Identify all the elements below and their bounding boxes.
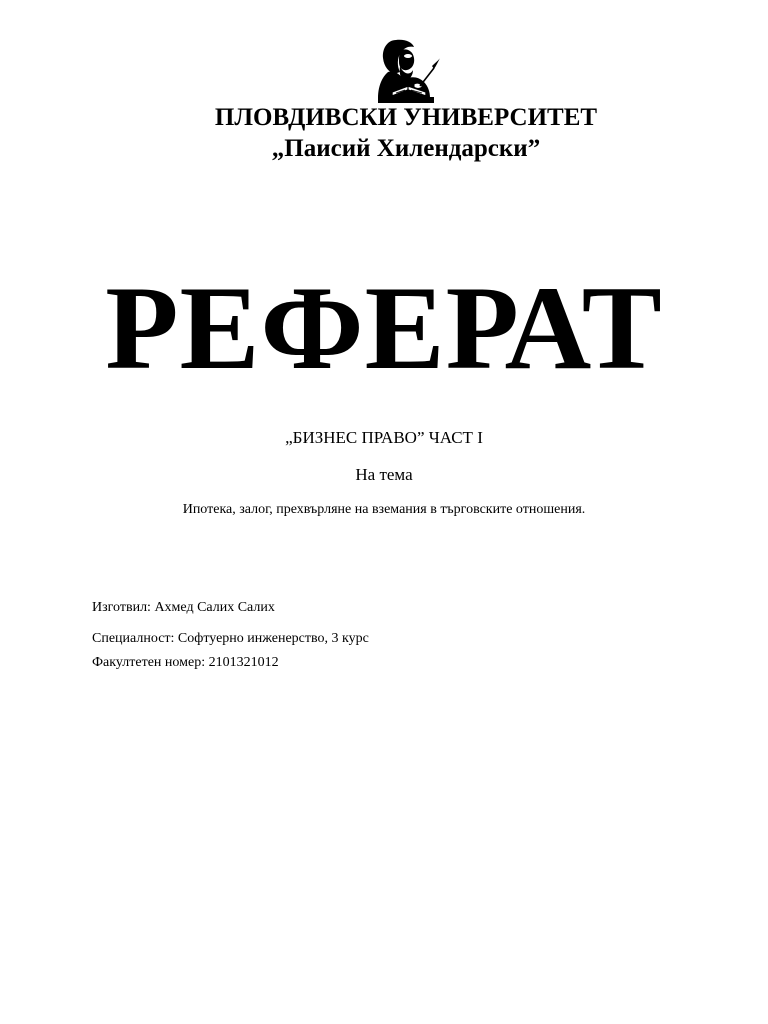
university-subtitle: „Паисий Хилендарски” — [271, 135, 541, 162]
course-subject: „БИЗНЕС ПРАВО” ЧАСТ I — [285, 428, 483, 447]
topic-text: Ипотека, залог, прехвърляне на вземания в търговските отношения. — [182, 502, 586, 517]
author-line: Изготвил: Ахмед Салих Салих — [92, 600, 275, 615]
university-emblem-icon — [370, 36, 442, 104]
university-name: ПЛОВДИВСКИ УНИВЕРСИТЕТ — [214, 104, 598, 131]
document-type-title: РЕФЕРАТ — [105, 261, 663, 394]
specialty-line: Специалност: Софтуерно инженерство, 3 курс — [92, 631, 369, 646]
topic-label: На тема — [355, 465, 413, 484]
faculty-number-line: Факултетен номер: 2101321012 — [92, 655, 279, 670]
